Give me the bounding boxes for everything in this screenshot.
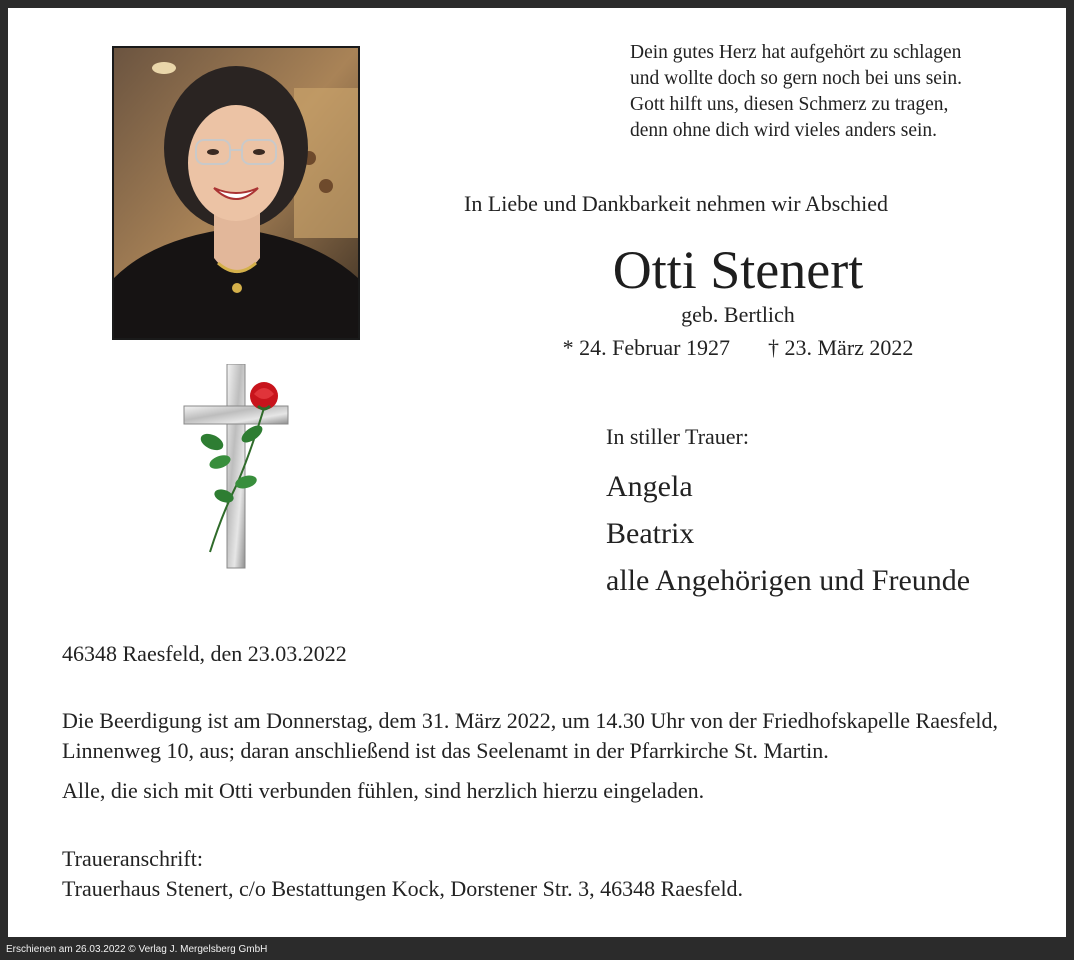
mourners-label: In stiller Trauer: xyxy=(606,424,749,449)
invitation-text: Alle, die sich mit Otti verbunden fühlen, sind herzlich hierzu eingeladen. xyxy=(62,778,705,803)
mourner-name: Angela xyxy=(606,470,693,503)
poem xyxy=(630,40,962,144)
cross-with-rose-icon xyxy=(182,364,292,570)
publication-footer: Erschienen am 26.03.2022 © Verlag J. Mergelsberg GmbH xyxy=(6,944,268,955)
mourning-address-label: Traueranschrift: xyxy=(62,846,203,871)
birth-date: * 24. Februar 1927 xyxy=(562,335,730,360)
birth-name: geb. Bertlich xyxy=(681,302,795,327)
obituary-notice xyxy=(8,8,1066,937)
portrait-photo xyxy=(112,46,360,340)
poem-line: und wollte doch so gern noch bei uns sein. xyxy=(630,68,962,89)
portrait-image xyxy=(114,48,358,338)
funeral-details: Die Beerdigung ist am Donnerstag, dem 31. März 2022, um 14.30 Uhr von der Friedhofskapelle Raesfeld, Linnenweg 10, aus; daran anschließend ist das Seelenamt in der Pfarrkirche St. Martin. xyxy=(62,708,999,763)
poem-line: Dein gutes Herz hat aufgehört zu schlagen xyxy=(630,42,962,63)
mourner-name: Beatrix xyxy=(606,517,695,550)
death-date: † 23. März 2022 xyxy=(768,335,914,360)
poem-line: denn ohne dich wird vieles anders sein. xyxy=(630,120,938,141)
deceased-name: Otti Stenert xyxy=(612,240,864,300)
place-and-date: 46348 Raesfeld, den 23.03.2022 xyxy=(62,641,347,666)
poem-line: Gott hilft uns, diesen Schmerz zu tragen, xyxy=(630,94,949,115)
mourning-address: Trauerhaus Stenert, c/o Bestattungen Kock, Dorstener Str. 3, 46348 Raesfeld. xyxy=(62,876,744,901)
life-dates xyxy=(458,335,1018,361)
mourner-name: alle Angehörigen und Freunde xyxy=(606,564,971,597)
mourners-list xyxy=(606,463,970,604)
farewell-intro: In Liebe und Dankbarkeit nehmen wir Abschied xyxy=(464,191,888,216)
